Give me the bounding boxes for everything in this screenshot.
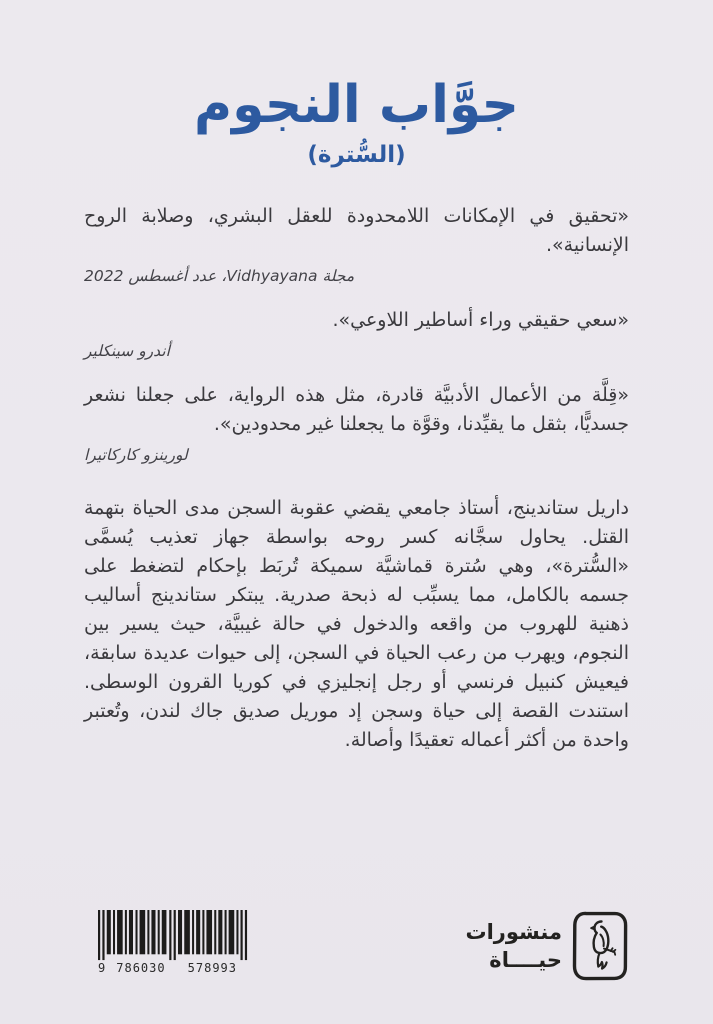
review-blurb — [84, 306, 629, 360]
publisher-name-line: حيــــاة — [489, 948, 562, 972]
barcode-bars-icon — [98, 910, 248, 962]
review-quote: «تحقيق في الإمكانات اللامحدودة للعقل البشري، وصلابة الروح الإنسانية». — [84, 204, 629, 256]
book-synopsis: داريل ستاندينج، أستاذ جامعي يقضي عقوبة السجن مدى الحياة بتهمة القتل. يحاول سجَّانه كسر روحه بواسطة جهاز تعذيب يُسمَّى «السُّترة»، وهي سُترة قماشيَّة سميكة تُربَط بإحكام لتضغط على جسمه بالكامل، مما يسبِّب له ذبحة صدرية. يبتكر ستاندينج أساليب ذهنية للهروب من واقعه والدخول في حالة غيبيَّة، حيث يسير بين النجوم، ويهرب من رعب الحياة في السجن، إلى حيوات عديدة سابقة، فيعيش كنبيل فرنسي أو رجل إنجليزي في كوريا القرون الوسطى. استندت القصة إلى حياة وسجن إد موريل صديق جاك لندن، وتُعتبر واحدة من أكثر أعماله تعقيدًا وأصالة. — [84, 496, 629, 751]
review-attribution: أندرو سينكلير — [84, 341, 170, 360]
publisher-name — [466, 918, 563, 975]
footer — [84, 910, 629, 982]
book-subtitle: (السُّترة) — [307, 141, 406, 168]
bird-icon — [571, 910, 629, 982]
isbn-barcode — [98, 910, 248, 975]
publisher-name-line: منشورات — [465, 919, 562, 944]
review-attribution: مجلة Vidhyayana، عدد أغسطس 2022 — [84, 266, 355, 285]
header — [84, 0, 629, 168]
review-attribution: لورينزو كاركاتيرا — [84, 445, 188, 464]
review-blurb — [84, 381, 629, 464]
isbn-digit-group: 9 — [98, 961, 106, 975]
review-blurb — [84, 202, 629, 285]
review-blurbs — [84, 202, 629, 464]
review-quote: «قِلَّة من الأعمال الأدبيَّة قادرة، مثل هذه الرواية، على جعلنا نشعر جسديًّا، بثقل ما يقيِّدنا، وقوَّة ما يجعلنا غير محدودين». — [84, 383, 629, 435]
isbn-number — [98, 961, 248, 975]
isbn-digit-group: 578993 — [187, 961, 237, 975]
review-quote: «سعي حقيقي وراء أساطير اللاوعي». — [332, 308, 629, 331]
book-title: جوَّاب النجوم — [193, 75, 520, 135]
publisher-logo — [466, 910, 630, 982]
isbn-digit-group: 786030 — [116, 961, 166, 975]
